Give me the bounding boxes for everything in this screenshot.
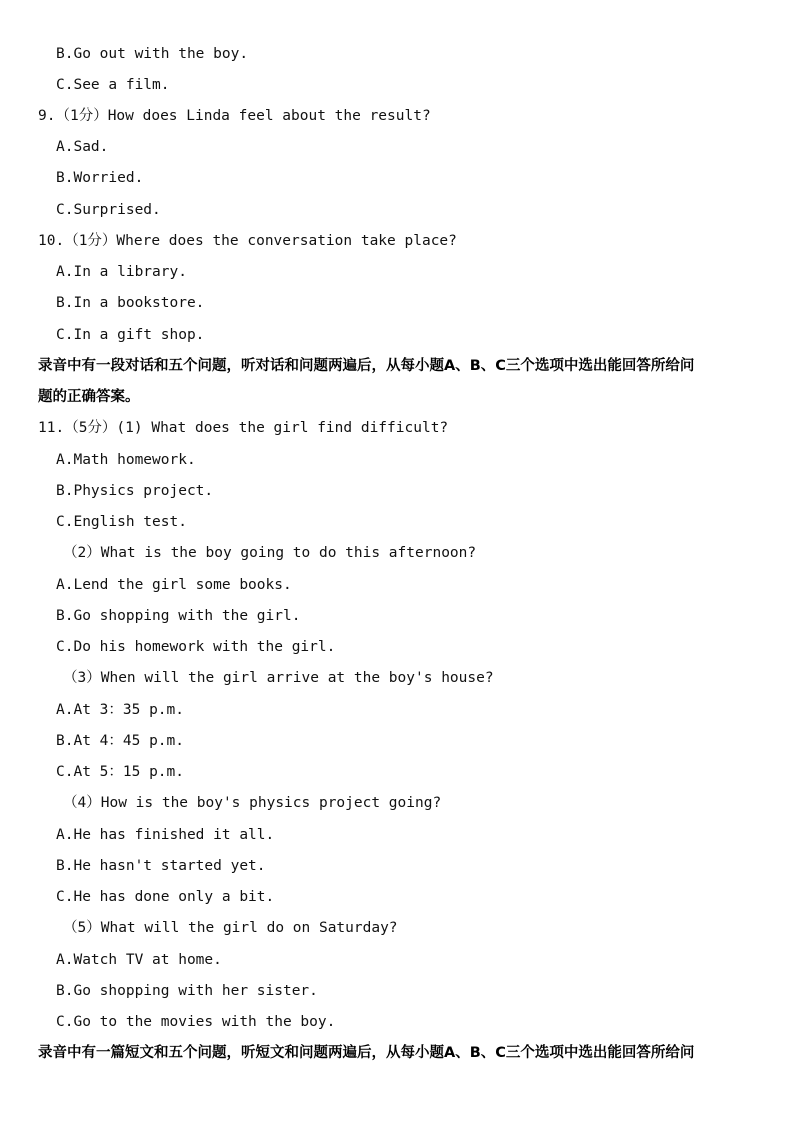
- option-b: B.Go shopping with the girl.: [56, 608, 301, 624]
- option-c: C.Go to the movies with the boy.: [56, 1014, 336, 1030]
- section-instruction: 录音中有一段对话和五个问题，听对话和问题两遍后，从每小题A、B、C三个选项中选出能回答所给问: [38, 358, 695, 374]
- option-a: A.Sad.: [56, 139, 109, 155]
- subquestion-4: （4）How is the boy's physics project going?: [63, 795, 442, 811]
- option-b: B.He hasn't started yet.: [56, 858, 266, 874]
- question-11: 11.（5分）(1) What does the girl find difficult?: [38, 420, 449, 436]
- option-a: A.In a library.: [56, 264, 187, 280]
- option-c: C.Surprised.: [56, 202, 161, 218]
- option-b: B.Physics project.: [56, 483, 214, 499]
- option-a: A.Math homework.: [56, 452, 196, 468]
- option-a: A.Lend the girl some books.: [56, 577, 292, 593]
- option-c: C.At 5：15 p.m.: [56, 764, 184, 780]
- option-b: B.Worried.: [56, 170, 144, 186]
- section-instruction: 录音中有一篇短文和五个问题，听短文和问题两遍后，从每小题A、B、C三个选项中选出能回答所给问: [38, 1045, 695, 1061]
- subquestion-5: （5）What will the girl do on Saturday?: [63, 920, 398, 936]
- option-b: B.Go shopping with her sister.: [56, 983, 318, 999]
- option-a: A.Watch TV at home.: [56, 952, 222, 968]
- option-a: A.At 3：35 p.m.: [56, 702, 184, 718]
- option-c: C.See a film.: [56, 77, 170, 93]
- question-9: 9.（1分）How does Linda feel about the result?: [38, 108, 431, 124]
- option-b: B.In a bookstore.: [56, 295, 205, 311]
- option-c: C.Do his homework with the girl.: [56, 639, 336, 655]
- option-b: B.Go out with the boy.: [56, 46, 249, 62]
- question-10: 10.（1分）Where does the conversation take place?: [38, 233, 457, 249]
- subquestion-3: （3）When will the girl arrive at the boy's house?: [63, 670, 494, 686]
- option-c: C.English test.: [56, 514, 187, 530]
- subquestion-2: （2）What is the boy going to do this afternoon?: [63, 545, 477, 561]
- option-c: C.He has done only a bit.: [56, 889, 275, 905]
- option-a: A.He has finished it all.: [56, 827, 275, 843]
- option-c: C.In a gift shop.: [56, 327, 205, 343]
- option-b: B.At 4：45 p.m.: [56, 733, 184, 749]
- section-instruction-cont: 题的正确答案。: [38, 389, 140, 405]
